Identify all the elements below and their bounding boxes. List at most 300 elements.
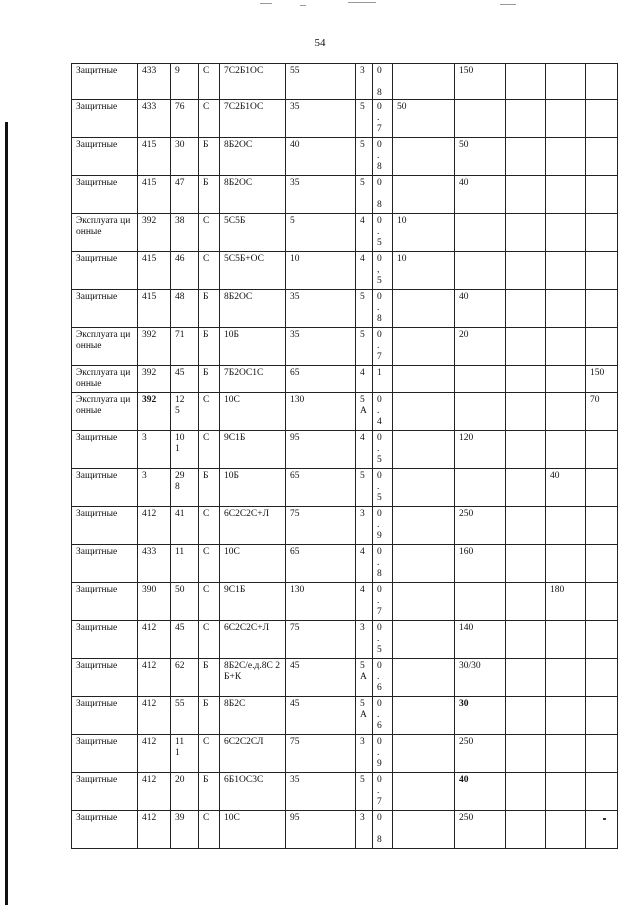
cell-num4: 4 xyxy=(356,366,373,393)
cell-composition: 8Б2ОС xyxy=(220,138,286,176)
cell-blank xyxy=(586,811,618,849)
cell-col_c xyxy=(506,138,546,176)
cell-num4: 3 xyxy=(356,811,373,849)
cell-cat: С xyxy=(199,64,220,100)
cell-col_d xyxy=(546,64,586,100)
cell-num2: 9 xyxy=(171,64,199,100)
cell-purpose: Защитные xyxy=(72,811,138,849)
cell-col_c xyxy=(506,290,546,328)
cell-col_c xyxy=(506,393,546,431)
cell-num5: 0 . 7 xyxy=(373,100,393,138)
cell-col_d: 70 xyxy=(586,393,618,431)
table-row xyxy=(72,431,618,469)
cell-col_d xyxy=(546,138,586,176)
cell-col_b: 40 xyxy=(455,290,506,328)
cell-num4: 5 А xyxy=(356,659,373,697)
cell-num3: 75 xyxy=(286,621,356,659)
scan-specks xyxy=(230,0,550,10)
cell-num4: 3 xyxy=(356,735,373,773)
cell-blank xyxy=(586,252,618,290)
cell-composition: 10С xyxy=(220,545,286,583)
cell-num3: 65 xyxy=(286,469,356,507)
cell-num5: 0 . 7 xyxy=(373,583,393,621)
cell-num5: 0 . 9 xyxy=(373,735,393,773)
cell-num5: 0 . 8 xyxy=(373,290,393,328)
cell-num5: 1 xyxy=(373,366,393,393)
cell-col_d xyxy=(546,100,586,138)
cell-blank xyxy=(506,583,546,621)
cell-blank xyxy=(586,64,618,100)
cell-num1: 3 xyxy=(138,469,171,507)
cell-col_c xyxy=(506,64,546,100)
cell-composition: 7С2Б1ОС xyxy=(220,64,286,100)
cell-col_a xyxy=(393,659,455,697)
cell-col_c xyxy=(506,811,546,849)
cell-blank xyxy=(586,507,618,545)
cell-num1: 412 xyxy=(138,811,171,849)
cell-num4: 4 xyxy=(356,545,373,583)
cell-cat: Б xyxy=(199,697,220,735)
cell-num5: 0 . 5 xyxy=(373,621,393,659)
cell-num3: 95 xyxy=(286,431,356,469)
cell-col_b xyxy=(455,252,506,290)
cell-col_d: 150 xyxy=(586,366,618,393)
table-row xyxy=(72,328,618,366)
cell-col_a xyxy=(393,366,455,393)
cell-num2: 45 xyxy=(171,621,199,659)
cell-purpose: Защитные xyxy=(72,773,138,811)
table-row xyxy=(72,507,618,545)
cell-cat: Б xyxy=(199,176,220,214)
cell-col_a xyxy=(393,621,455,659)
cell-cat: С xyxy=(199,100,220,138)
cell-cat: С xyxy=(199,214,220,252)
cell-purpose: Защитные xyxy=(72,100,138,138)
cell-num3: 35 xyxy=(286,290,356,328)
cell-purpose: Защитные xyxy=(72,252,138,290)
cell-col_c xyxy=(506,328,546,366)
cell-purpose: Эксплуата ционные xyxy=(72,366,138,393)
table-row xyxy=(72,366,618,393)
cell-purpose: Защитные xyxy=(72,431,138,469)
cell-num3: 45 xyxy=(286,697,356,735)
table-row xyxy=(72,545,618,583)
cell-col_c xyxy=(506,214,546,252)
cell-col_b xyxy=(455,100,506,138)
cell-col_a xyxy=(393,176,455,214)
cell-num5: 0 , 5 xyxy=(373,252,393,290)
cell-composition: 7С2Б1ОС xyxy=(220,100,286,138)
cell-col_a xyxy=(393,773,455,811)
cell-num2: 71 xyxy=(171,328,199,366)
cell-composition: 9С1Б xyxy=(220,431,286,469)
cell-composition: 10Б xyxy=(220,469,286,507)
cell-col_d xyxy=(546,176,586,214)
cell-num1: 412 xyxy=(138,697,171,735)
cell-col_d xyxy=(546,697,586,735)
cell-col_d xyxy=(546,507,586,545)
cell-col_d xyxy=(546,290,586,328)
cell-col_b: 20 xyxy=(455,328,506,366)
cell-col_c xyxy=(506,735,546,773)
cell-num1: 412 xyxy=(138,735,171,773)
cell-num3: 65 xyxy=(286,545,356,583)
cell-purpose: Защитные xyxy=(72,507,138,545)
cell-num2: 46 xyxy=(171,252,199,290)
cell-cat: С xyxy=(199,393,220,431)
table-row xyxy=(72,290,618,328)
cell-col_d xyxy=(546,735,586,773)
cell-num4: 4 xyxy=(356,431,373,469)
cell-cat: С xyxy=(199,507,220,545)
cell-num5: 0 . 7 xyxy=(373,773,393,811)
cell-num2: 41 xyxy=(171,507,199,545)
cell-cat: С xyxy=(199,545,220,583)
cell-num4: 5 xyxy=(356,176,373,214)
cell-num3: 130 xyxy=(286,393,356,431)
cell-num1: 415 xyxy=(138,290,171,328)
cell-col_a xyxy=(393,811,455,849)
cell-num3: 10 xyxy=(286,252,356,290)
cell-composition: 7Б2ОС1С xyxy=(220,366,286,393)
cell-col_b: 40 xyxy=(455,176,506,214)
cell-num2: 47 xyxy=(171,176,199,214)
cell-col_a xyxy=(393,290,455,328)
cell-blank xyxy=(586,469,618,507)
cell-num4: 5 xyxy=(356,290,373,328)
cell-composition: 9С1Б xyxy=(220,583,286,621)
cell-num3: 35 xyxy=(286,773,356,811)
cell-num2: 55 xyxy=(171,697,199,735)
cell-col_b xyxy=(455,469,506,507)
cell-num5: 0 . 7 xyxy=(373,328,393,366)
cell-blank xyxy=(586,100,618,138)
cell-num5: 0 . 4 xyxy=(373,393,393,431)
cell-num4: 5 xyxy=(356,138,373,176)
cell-num4: 4 xyxy=(356,252,373,290)
cell-num5: 0 . 6 xyxy=(373,659,393,697)
cell-blank xyxy=(546,366,586,393)
cell-num4: 5 А xyxy=(356,393,373,431)
cell-num5: 0 . 5 xyxy=(373,214,393,252)
cell-col_a xyxy=(393,431,455,469)
table-row xyxy=(72,697,618,735)
table-row xyxy=(72,214,618,252)
cell-blank xyxy=(586,583,618,621)
cell-col_c xyxy=(506,773,546,811)
cell-num5: 0 . 5 xyxy=(373,431,393,469)
cell-col_a xyxy=(393,64,455,100)
cell-col_a xyxy=(393,328,455,366)
cell-col_d xyxy=(546,214,586,252)
cell-cat: Б xyxy=(199,773,220,811)
cell-col_c xyxy=(506,176,546,214)
cell-col_b: 30/30 xyxy=(455,659,506,697)
cell-num1: 392 xyxy=(138,393,171,431)
cell-col_b: 40 xyxy=(455,773,506,811)
cell-num4: 5 А xyxy=(356,697,373,735)
cell-col_b xyxy=(455,393,506,431)
cell-composition: 8Б2ОС xyxy=(220,290,286,328)
cell-num2: 10 1 xyxy=(171,431,199,469)
cell-num1: 392 xyxy=(138,214,171,252)
cell-blank xyxy=(586,735,618,773)
cell-num1: 415 xyxy=(138,252,171,290)
cell-num4: 4 xyxy=(356,583,373,621)
cell-num3: 45 xyxy=(286,659,356,697)
cell-blank xyxy=(586,214,618,252)
cell-composition: 5С5Б+ОС xyxy=(220,252,286,290)
cell-num2: 11 1 xyxy=(171,735,199,773)
table-row xyxy=(72,583,618,621)
cell-col_d xyxy=(546,252,586,290)
cell-num2: 76 xyxy=(171,100,199,138)
cell-blank xyxy=(586,659,618,697)
cell-num2: 11 xyxy=(171,545,199,583)
table-row xyxy=(72,176,618,214)
table-body xyxy=(72,64,618,849)
cell-num3: 35 xyxy=(286,176,356,214)
cell-purpose: Эксплуата ционные xyxy=(72,328,138,366)
cell-col_b: 120 xyxy=(455,431,506,469)
cell-col_c: 180 xyxy=(546,583,586,621)
cell-num1: 412 xyxy=(138,621,171,659)
cell-col_a xyxy=(393,545,455,583)
cell-num1: 392 xyxy=(138,366,171,393)
cell-num4: 3 xyxy=(356,507,373,545)
cell-num1: 415 xyxy=(138,176,171,214)
cell-num4: 5 xyxy=(356,469,373,507)
cell-col_b xyxy=(455,583,506,621)
cell-col_c xyxy=(506,100,546,138)
cell-col_d xyxy=(546,328,586,366)
cell-num2: 38 xyxy=(171,214,199,252)
cell-cat: Б xyxy=(199,290,220,328)
cell-col_a xyxy=(393,735,455,773)
cell-purpose: Защитные xyxy=(72,64,138,100)
cell-cat: Б xyxy=(199,659,220,697)
cell-cat: Б xyxy=(199,328,220,366)
cell-num2: 20 xyxy=(171,773,199,811)
cell-blank xyxy=(586,328,618,366)
cell-blank xyxy=(586,176,618,214)
cell-num1: 412 xyxy=(138,659,171,697)
cell-num1: 3 xyxy=(138,431,171,469)
table-row xyxy=(72,773,618,811)
forest-data-table xyxy=(71,63,618,849)
cell-num4: 3 xyxy=(356,64,373,100)
cell-num1: 392 xyxy=(138,328,171,366)
cell-num2: 50 xyxy=(171,583,199,621)
cell-num2: 62 xyxy=(171,659,199,697)
cell-cat: С xyxy=(199,811,220,849)
cell-num1: 433 xyxy=(138,100,171,138)
cell-col_d xyxy=(546,811,586,849)
table-row xyxy=(72,735,618,773)
cell-col_b: 250 xyxy=(455,507,506,545)
cell-num5: 0 8 xyxy=(373,64,393,100)
cell-num2: 29 8 xyxy=(171,469,199,507)
cell-num2: 45 xyxy=(171,366,199,393)
cell-col_b xyxy=(455,366,506,393)
cell-composition: 8Б2С/е.д.8С 2Б+К xyxy=(220,659,286,697)
cell-col_a xyxy=(393,507,455,545)
cell-num1: 433 xyxy=(138,64,171,100)
cell-col_a: 10 xyxy=(393,252,455,290)
cell-num2: 48 xyxy=(171,290,199,328)
cell-col_c xyxy=(506,252,546,290)
table-row xyxy=(72,469,618,507)
cell-num1: 415 xyxy=(138,138,171,176)
cell-num5: 0 . 8 xyxy=(373,138,393,176)
cell-num3: 40 xyxy=(286,138,356,176)
cell-col_a xyxy=(393,393,455,431)
cell-num5: 0 . 9 xyxy=(373,507,393,545)
cell-composition: 10С xyxy=(220,393,286,431)
cell-num1: 412 xyxy=(138,507,171,545)
cell-cat: С xyxy=(199,735,220,773)
cell-col_a xyxy=(393,697,455,735)
cell-col_b: 250 xyxy=(455,735,506,773)
cell-num5: 0 8 xyxy=(373,811,393,849)
cell-num4: 5 xyxy=(356,100,373,138)
cell-col_a: 10 xyxy=(393,214,455,252)
cell-purpose: Защитные xyxy=(72,659,138,697)
cell-composition: 6С2С2С+Л xyxy=(220,621,286,659)
cell-col_a: 50 xyxy=(393,100,455,138)
cell-col_b: 160 xyxy=(455,545,506,583)
cell-num5: 0 . 8 xyxy=(373,545,393,583)
cell-col_a xyxy=(393,138,455,176)
table-row xyxy=(72,811,618,849)
cell-blank xyxy=(586,773,618,811)
table-row xyxy=(72,621,618,659)
cell-purpose: Защитные xyxy=(72,545,138,583)
table-row xyxy=(72,659,618,697)
cell-blank xyxy=(586,431,618,469)
cell-col_c xyxy=(506,431,546,469)
cell-purpose: Защитные xyxy=(72,290,138,328)
margin-mark xyxy=(603,818,606,820)
cell-composition: 10Б xyxy=(220,328,286,366)
cell-purpose: Эксплуата ционные xyxy=(72,214,138,252)
cell-composition: 8Б2ОС xyxy=(220,176,286,214)
cell-col_c: 40 xyxy=(546,469,586,507)
cell-composition: 6Б1ОС3С xyxy=(220,773,286,811)
cell-col_c xyxy=(506,659,546,697)
cell-cat: Б xyxy=(199,366,220,393)
cell-num3: 75 xyxy=(286,735,356,773)
cell-col_b: 30 xyxy=(455,697,506,735)
table-row xyxy=(72,252,618,290)
cell-num1: 412 xyxy=(138,773,171,811)
cell-col_c xyxy=(506,507,546,545)
cell-col_c xyxy=(506,366,546,393)
table-row xyxy=(72,64,618,100)
page-number: 54 xyxy=(314,37,326,49)
cell-purpose: Защитные xyxy=(72,138,138,176)
cell-cat: Б xyxy=(199,138,220,176)
cell-num2: 39 xyxy=(171,811,199,849)
cell-num4: 5 xyxy=(356,773,373,811)
cell-composition: 8Б2С xyxy=(220,697,286,735)
cell-num3: 55 xyxy=(286,64,356,100)
cell-cat: С xyxy=(199,583,220,621)
cell-num2: 30 xyxy=(171,138,199,176)
cell-col_d xyxy=(546,773,586,811)
cell-cat: С xyxy=(199,431,220,469)
cell-num3: 35 xyxy=(286,328,356,366)
cell-num5: 0 8 xyxy=(373,176,393,214)
cell-col_d xyxy=(546,545,586,583)
cell-num1: 433 xyxy=(138,545,171,583)
cell-purpose: Защитные xyxy=(72,176,138,214)
cell-num4: 4 xyxy=(356,214,373,252)
cell-cat: Б xyxy=(199,469,220,507)
cell-purpose: Защитные xyxy=(72,697,138,735)
cell-purpose: Эксплуата ционные xyxy=(72,393,138,431)
cell-col_c xyxy=(506,545,546,583)
cell-col_c xyxy=(506,621,546,659)
cell-composition: 5С5Б xyxy=(220,214,286,252)
cell-col_a xyxy=(393,469,455,507)
cell-num4: 5 xyxy=(356,328,373,366)
cell-blank xyxy=(586,697,618,735)
cell-blank xyxy=(586,621,618,659)
cell-col_d xyxy=(546,431,586,469)
cell-num3: 65 xyxy=(286,366,356,393)
cell-col_b: 140 xyxy=(455,621,506,659)
cell-composition: 10С xyxy=(220,811,286,849)
table-row xyxy=(72,138,618,176)
cell-blank xyxy=(546,393,586,431)
table-row xyxy=(72,100,618,138)
cell-composition: 6С2С2СЛ xyxy=(220,735,286,773)
cell-blank xyxy=(586,290,618,328)
cell-purpose: Защитные xyxy=(72,469,138,507)
cell-num2: 12 5 xyxy=(171,393,199,431)
cell-col_d xyxy=(546,659,586,697)
cell-col_b: 150 xyxy=(455,64,506,100)
table-row xyxy=(72,393,618,431)
cell-blank xyxy=(506,469,546,507)
cell-col_b: 50 xyxy=(455,138,506,176)
cell-cat: С xyxy=(199,621,220,659)
cell-col_b xyxy=(455,214,506,252)
cell-blank xyxy=(586,138,618,176)
cell-num3: 75 xyxy=(286,507,356,545)
cell-cat: С xyxy=(199,252,220,290)
cell-num3: 35 xyxy=(286,100,356,138)
cell-col_d xyxy=(546,621,586,659)
cell-num5: 0 . 6 xyxy=(373,697,393,735)
cell-purpose: Защитные xyxy=(72,583,138,621)
cell-num5: 0 . 5 xyxy=(373,469,393,507)
cell-num3: 95 xyxy=(286,811,356,849)
cell-num3: 5 xyxy=(286,214,356,252)
cell-purpose: Защитные xyxy=(72,735,138,773)
cell-col_b: 250 xyxy=(455,811,506,849)
cell-blank xyxy=(586,545,618,583)
cell-col_c xyxy=(506,697,546,735)
cell-composition: 6С2С2С+Л xyxy=(220,507,286,545)
cell-col_a xyxy=(393,583,455,621)
scan-edge-bar xyxy=(5,122,8,905)
cell-num1: 390 xyxy=(138,583,171,621)
cell-purpose: Защитные xyxy=(72,621,138,659)
cell-num3: 130 xyxy=(286,583,356,621)
cell-num4: 3 xyxy=(356,621,373,659)
